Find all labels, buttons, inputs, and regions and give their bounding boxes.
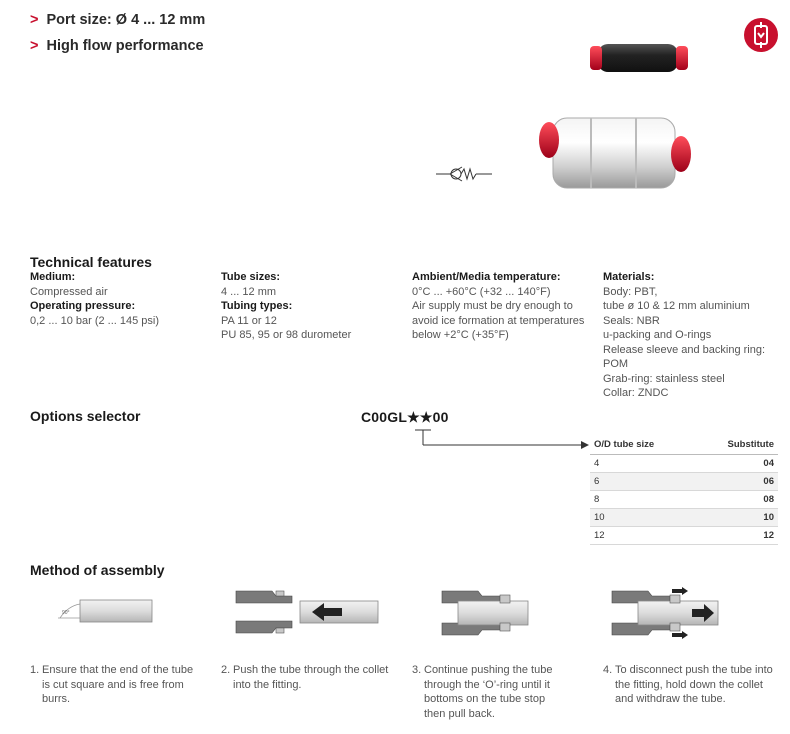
feature-value: Body: PBT, — [603, 285, 658, 298]
table-row — [590, 491, 778, 509]
table-cell: 10 — [695, 509, 778, 527]
assembly-step-1-text — [30, 663, 210, 707]
table-cell: 12 — [695, 527, 778, 545]
feature-value: POM — [603, 358, 629, 370]
technical-features-title: Technical features — [30, 254, 152, 270]
bullet-arrow-icon: > — [30, 12, 39, 28]
assembly-step-4-illustration — [608, 587, 723, 639]
features-column-2 — [221, 270, 401, 343]
step-line: burrs. — [42, 693, 71, 705]
feature-label-medium: Medium: — [30, 271, 76, 283]
table-cell: 10 — [590, 509, 695, 527]
feature-label-tube-sizes: Tube sizes: — [221, 271, 281, 283]
options-table-container — [590, 436, 778, 545]
feature-value: PA 11 or 12 — [221, 314, 277, 327]
column-header-substitute: Substitute — [695, 436, 778, 455]
method-of-assembly-title: Method of assembly — [30, 562, 165, 578]
assembly-step-3-illustration — [438, 587, 533, 639]
feature-value: avoid ice formation at temperatures — [412, 314, 585, 327]
options-selector-title: Options selector — [30, 408, 141, 424]
table-row — [590, 473, 778, 491]
feature-value: PU 85, 95 or 98 durometer — [221, 329, 352, 341]
feature-value: 0°C ... +60°C (+32 ... 140°F) — [412, 285, 551, 298]
step-line: To disconnect push the tube into — [615, 664, 773, 676]
assembly-step-3-text — [412, 663, 597, 721]
feature-value: Release sleeve and backing ring: — [603, 343, 766, 356]
check-valve-badge-icon — [744, 18, 778, 52]
step-line: into the fitting. — [233, 678, 302, 691]
product-image-black-valve — [580, 38, 690, 88]
feature-label-tubing-types: Tubing types: — [221, 300, 293, 312]
feature-value: below +2°C (+35°F) — [412, 329, 509, 341]
assembly-step-1-illustration — [50, 592, 160, 632]
step-number: 2. — [221, 664, 231, 676]
step-line: Push the tube through the collet — [233, 664, 389, 676]
feature-label-operating-pressure: Operating pressure: — [30, 300, 136, 312]
assembly-step-2-illustration — [232, 587, 382, 635]
step-line: the fitting, hold down the collet — [615, 678, 763, 691]
table-header-row — [590, 436, 778, 455]
feature-value: 4 ... 12 mm — [221, 285, 277, 298]
feature-bullet-high-flow — [30, 38, 204, 54]
step-number: 1. — [30, 664, 40, 676]
feature-value: Grab-ring: stainless steel — [603, 372, 725, 385]
table-cell: 8 — [590, 491, 695, 509]
features-column-1 — [30, 270, 210, 328]
feature-value: 0,2 ... 10 bar (2 ... 145 psi) — [30, 314, 160, 327]
code-connector-arrow — [405, 426, 590, 456]
table-cell: 04 — [695, 455, 778, 473]
check-valve-symbol-icon — [436, 164, 496, 184]
product-code: C00GL★★00 — [361, 409, 449, 425]
feature-value: Air supply must be dry enough to — [412, 300, 573, 312]
bullet-text: High flow performance — [46, 38, 204, 54]
feature-label-materials: Materials: — [603, 271, 655, 283]
features-column-3 — [412, 270, 597, 343]
step-line: and withdraw the tube. — [615, 693, 726, 705]
bullet-arrow-icon: > — [30, 38, 39, 54]
step-line: is cut square and is free from — [42, 678, 184, 691]
step-number: 3. — [412, 664, 422, 676]
step-line: Continue pushing the tube — [424, 664, 553, 676]
assembly-step-4-text — [603, 663, 788, 707]
step-number: 4. — [603, 664, 613, 676]
table-row — [590, 527, 778, 545]
table-row — [590, 455, 778, 473]
table-row — [590, 509, 778, 527]
table-cell: 6 — [590, 473, 695, 491]
step-line: then pull back. — [424, 707, 495, 720]
table-cell: 06 — [695, 473, 778, 491]
feature-value: Collar: ZNDC — [603, 387, 669, 399]
options-table — [590, 436, 778, 545]
table-cell: 4 — [590, 455, 695, 473]
step-line: bottoms on the tube stop — [424, 693, 546, 705]
feature-value: tube ø 10 & 12 mm aluminium — [603, 300, 750, 312]
bullet-text: Port size: Ø 4 ... 12 mm — [46, 12, 206, 28]
step-line: Ensure that the end of the tube — [42, 664, 194, 676]
product-image-aluminium-valve — [535, 108, 695, 198]
table-cell: 08 — [695, 491, 778, 509]
feature-value: u-packing and O-rings — [603, 329, 712, 341]
feature-label-temperature: Ambient/Media temperature: — [412, 271, 561, 283]
column-header-od-tube-size: O/D tube size — [590, 436, 695, 455]
assembly-step-2-text — [221, 663, 406, 692]
table-cell: 12 — [590, 527, 695, 545]
feature-value: Seals: NBR — [603, 314, 660, 327]
feature-bullet-port-size — [30, 12, 205, 28]
step-line: through the ‘O’-ring until it — [424, 678, 550, 691]
angle-label: 90° — [62, 610, 70, 616]
features-column-4 — [603, 270, 788, 401]
feature-value: Compressed air — [30, 285, 108, 298]
